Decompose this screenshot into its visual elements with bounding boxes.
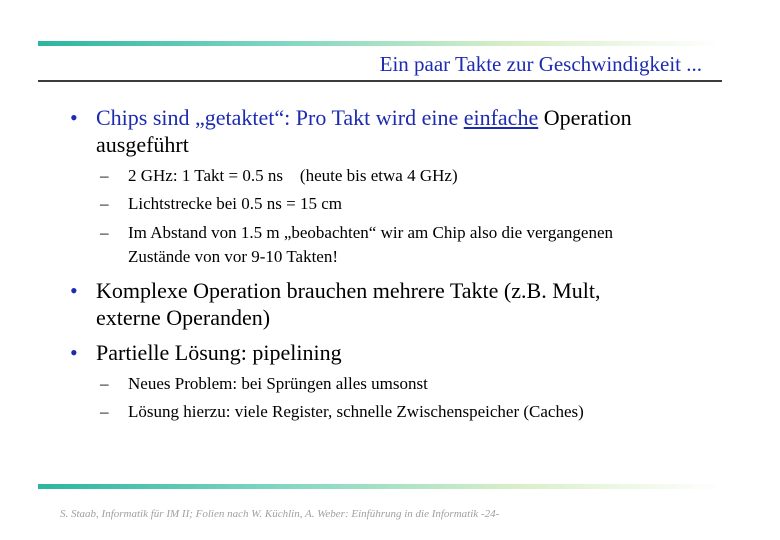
top-accent-bar — [38, 41, 722, 46]
dash-marker: – — [100, 402, 109, 421]
bullet-3 — [70, 339, 342, 366]
slide-footer: S. Staab, Informatik für IM II; Folien nach W. Küchlin, A. Weber: Einführung in die Informatik -24- — [60, 508, 500, 520]
slide-title: Ein paar Takte zur Geschwindigkeit ... — [379, 52, 702, 76]
dash-marker: – — [100, 374, 109, 393]
sub-bullet-text: Neues Problem: bei Sprüngen alles umsonst — [128, 374, 428, 393]
bullet-1-text-post: Operation — [538, 105, 632, 130]
bullet-2-continuation: externe Operanden) — [96, 305, 271, 330]
bullet-3-text: Partielle Lösung: pipelining — [96, 340, 342, 365]
sub-bullet-3-1 — [100, 372, 428, 396]
sub-bullet-1-3-continuation: Zustände von vor 9-10 Takten! — [128, 247, 339, 266]
sub-bullet-text: 2 GHz: 1 Takt = 0.5 ns (heute bis etwa 4 GHz) — [128, 166, 458, 185]
bullet-2-text: Komplexe Operation brauchen mehrere Takte (z.B. Mult, — [96, 278, 601, 303]
sub-bullet-3-2 — [100, 400, 584, 424]
sub-bullet-1-2 — [100, 192, 343, 216]
bullet-3-marker: • — [70, 340, 78, 365]
dash-marker: – — [100, 166, 109, 185]
bullet-2-marker: • — [70, 278, 78, 303]
bullet-1-emphasis: einfache — [463, 105, 539, 130]
dash-marker: – — [100, 194, 109, 213]
bullet-1-continuation: ausgeführt — [96, 132, 189, 157]
sub-bullet-text: Lösung hierzu: viele Register, schnelle Zwischenspeicher (Caches) — [128, 402, 584, 421]
sub-bullet-1-1 — [100, 164, 458, 188]
bullet-1-marker: • — [70, 105, 78, 130]
sub-bullet-text: Im Abstand von 1.5 m „beobachten“ wir am Chip also die vergangenen — [128, 223, 614, 242]
bullet-1-text-pre: Chips sind „getaktet“: Pro Takt wird eine — [96, 105, 464, 130]
sub-bullet-text: Lichtstrecke bei 0.5 ns = 15 cm — [128, 194, 343, 213]
dash-marker: – — [100, 223, 109, 242]
title-divider — [38, 80, 722, 82]
bottom-accent-bar — [38, 484, 722, 489]
sub-bullet-1-3 — [100, 221, 614, 245]
bullet-1 — [70, 104, 632, 131]
bullet-2 — [70, 277, 601, 304]
